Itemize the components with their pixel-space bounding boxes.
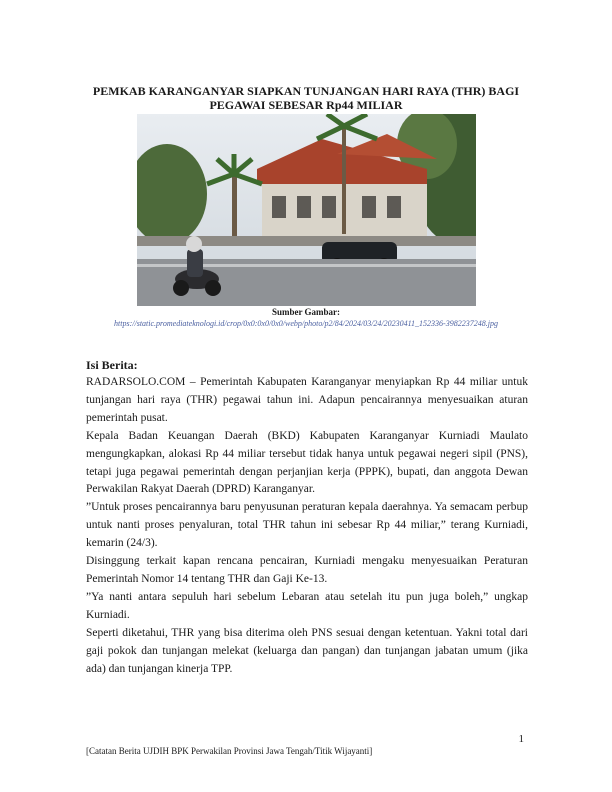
paragraph: Kepala Badan Keuangan Daerah (BKD) Kabupaten Karanganyar Kurniadi Maulato mengungkapkan, alokasi Rp 44 miliar tersebut tidak hanya untuk pegawai negeri sipil (PNS), tetapi juga pegawai pemerintah dengan perjanjian kerja (PPPK), bupati, dan anggota Dewan Perwakilan Rakyat Daerah (DPRD) Karanganyar. xyxy=(86,429,528,496)
paragraph: RADARSOLO.COM – Pemerintah Kabupaten Karanganyar menyiapkan Rp 44 miliar untuk tunjangan hari raya (THR) pegawai tahun ini. Adapun pencairannya menyesuaikan aturan pemerintah pusat. xyxy=(86,376,528,424)
article-title: PEMKAB KARANGANYAR SIAPKAN TUNJANGAN HARI RAYA (THR) BAGI PEGAWAI SEBESAR Rp44 MILIAR xyxy=(92,84,520,112)
section-heading: Isi Berita: xyxy=(86,358,138,372)
paragraph: ”Untuk proses pencairannya baru penyusunan peraturan kepala daerahnya. Ya semacam perbup untuk nanti proses penyaluran, total THR tahun ini sebesar Rp 44 miliar,” terang Kurniadi, kemarin (24/3). xyxy=(86,501,528,550)
article-body xyxy=(86,374,528,678)
paragraph: Seperti diketahui, THR yang bisa diterima oleh PNS sesuai dengan ketentuan. Yakni total dari gaji pokok dan tunjangan melekat (keluarga dan pangan) dan tunjangan jabatan umum (jika ada) dan tunjangan kinerja TPP. xyxy=(86,626,528,675)
image-source-link[interactable]: https://static.promediateknologi.id/crop/0x0:0x0/0x0/webp/photo/p2/84/2024/03/24/20230411_152336-3982237248.jpg xyxy=(114,319,498,328)
image-source-label: Sumber Gambar: xyxy=(271,307,341,317)
paragraph: ”Ya nanti antara sepuluh hari sebelum Lebaran atau setelah itu pun juga boleh,” ungkap Kurniadi. xyxy=(86,590,528,621)
paragraph: Disinggung terkait kapan rencana pencairan, Kurniadi mengaku menyesuaikan Peraturan Pemerintah Nomor 14 tentang THR dan Gaji Ke-13. xyxy=(86,555,528,585)
page-number: 1 xyxy=(518,733,524,745)
footer-note: [Catatan Berita UJDIH BPK Perwakilan Provinsi Jawa Tengah/Titik Wijayanti] xyxy=(86,746,373,756)
news-photo xyxy=(137,114,476,306)
